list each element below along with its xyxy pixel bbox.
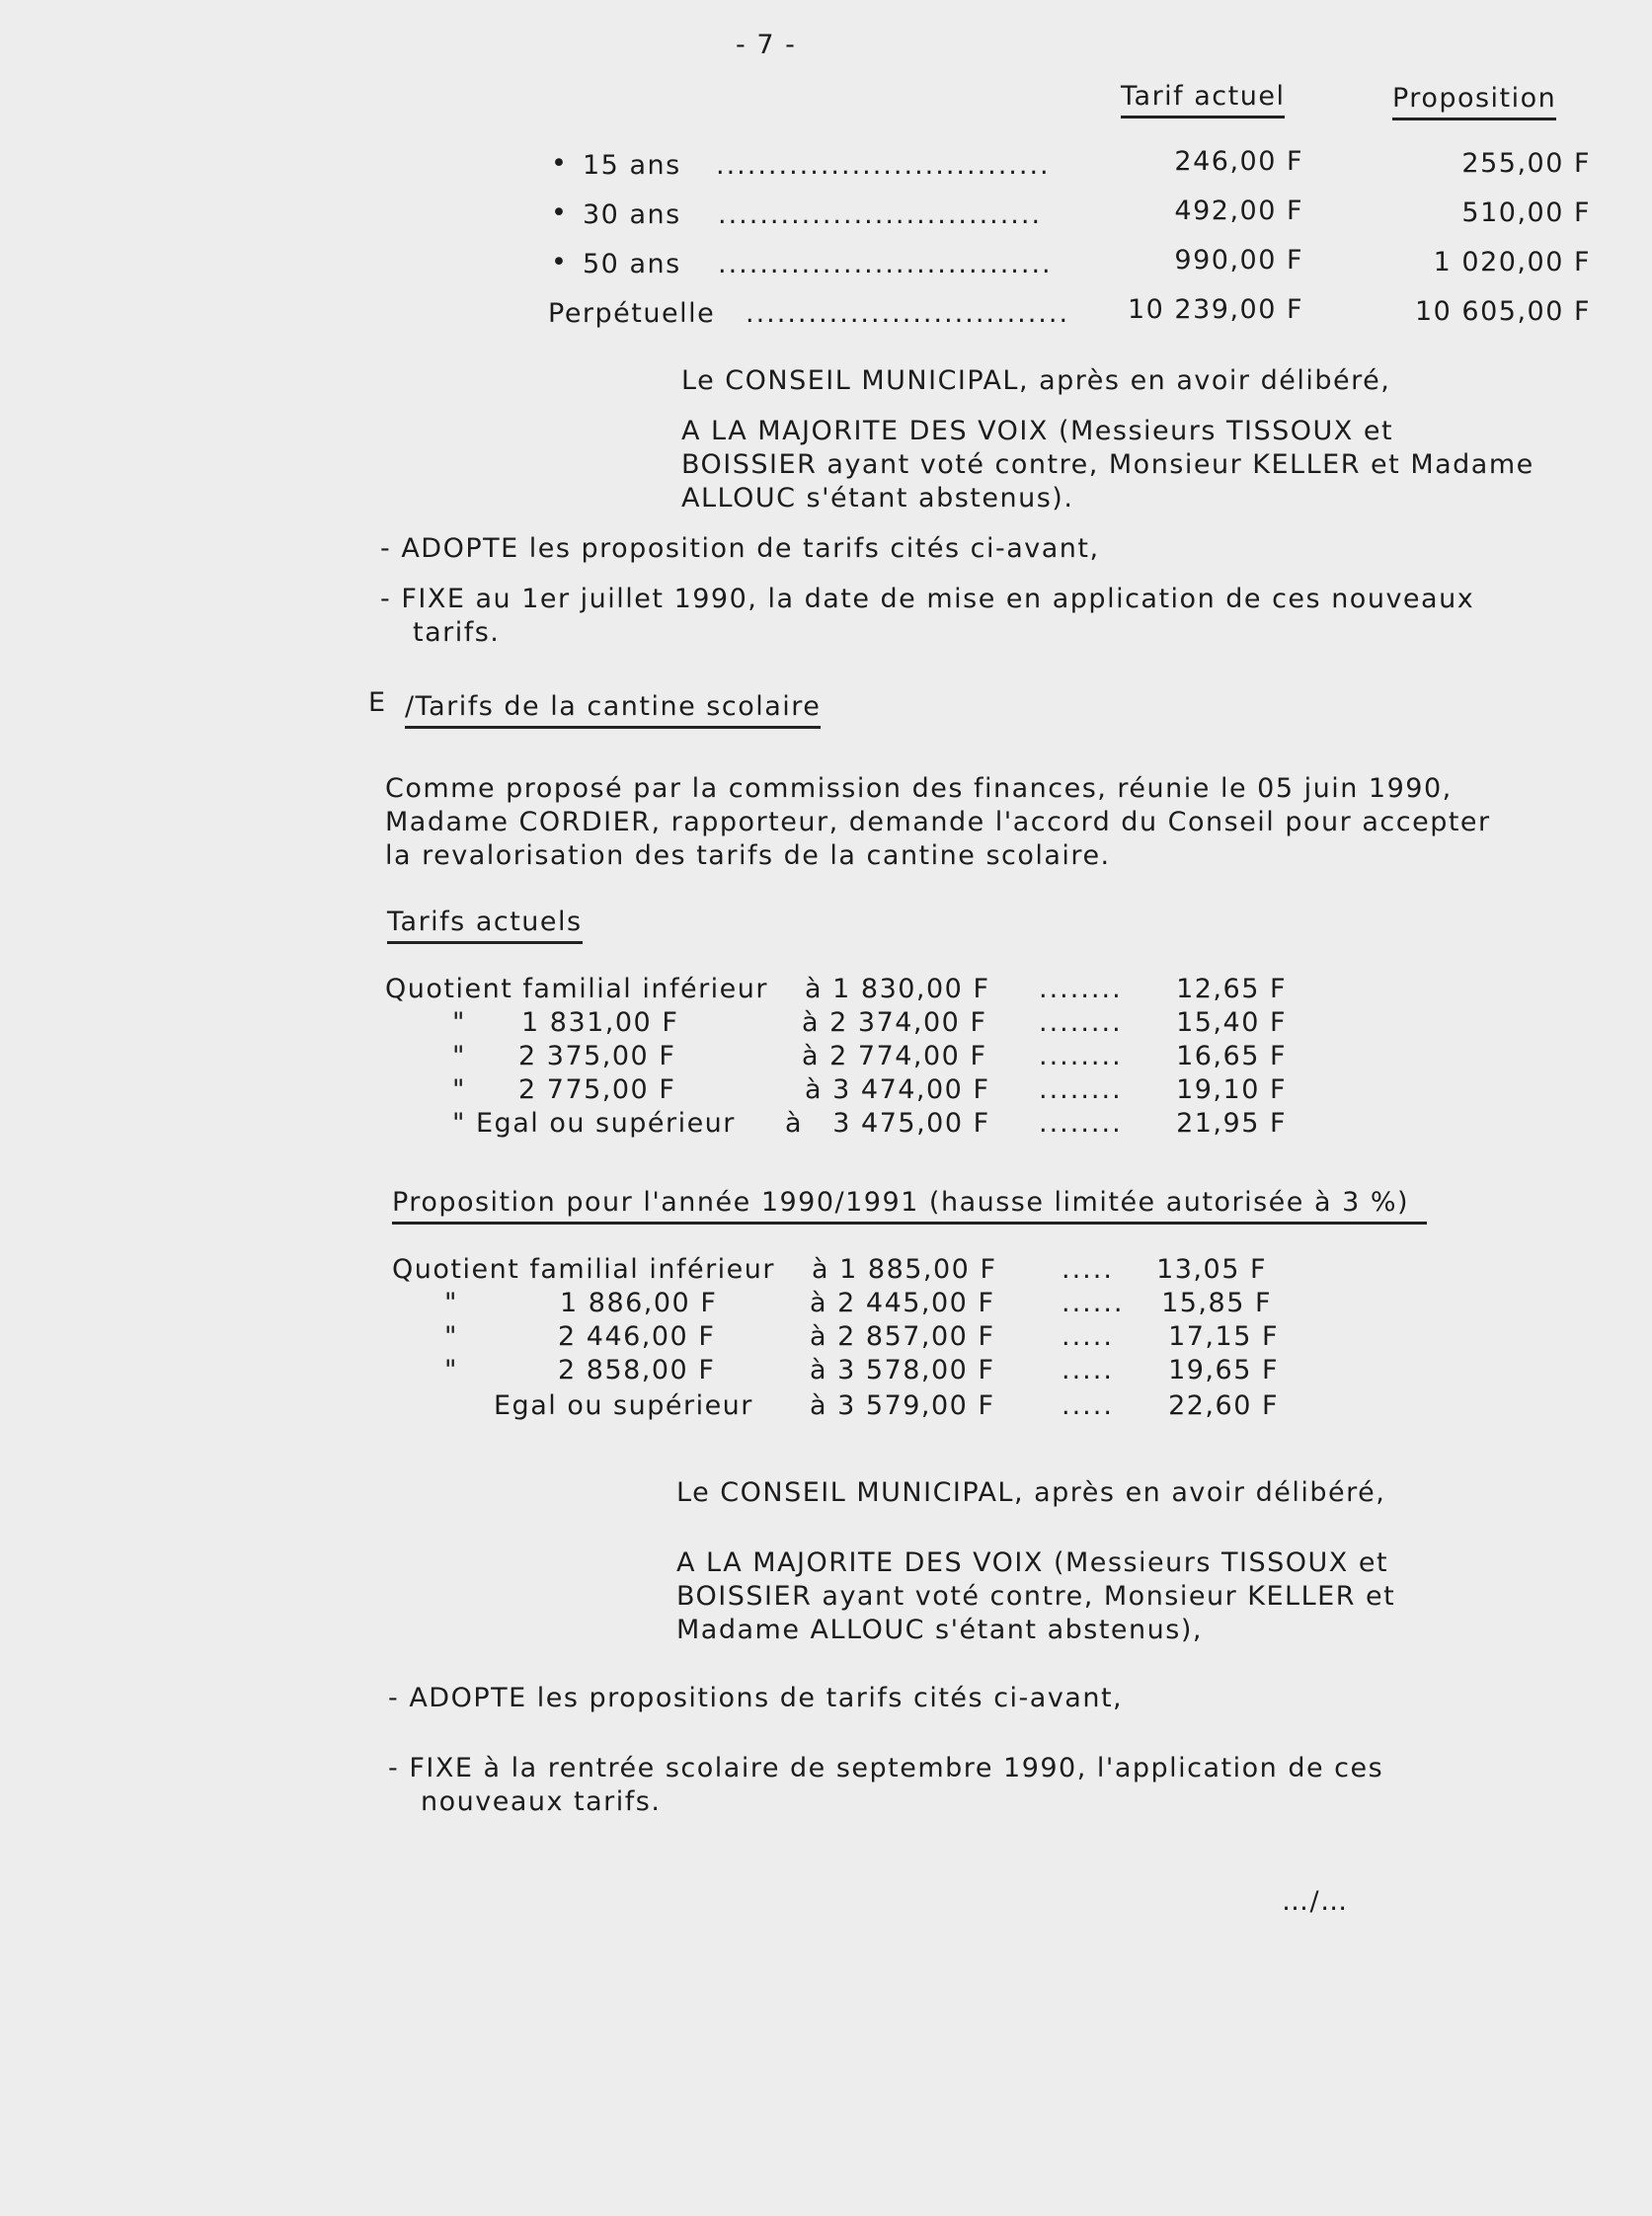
bullet: •: [551, 148, 569, 179]
rate-upper-bound: à 3 578,00 F: [810, 1355, 995, 1385]
rate-price: 21,95 F: [1176, 1108, 1287, 1139]
row-label: Perpétuelle: [548, 298, 716, 329]
leader-dots: ........: [1039, 974, 1123, 1004]
leader-dots: ................................: [718, 249, 1053, 279]
leader-dots: .....: [1062, 1254, 1114, 1285]
current-value: 246,00 F: [1174, 146, 1303, 177]
leader-dots: ........: [1039, 1108, 1123, 1139]
text-line: tarifs.: [413, 617, 501, 648]
ditto-mark: ": [452, 1041, 466, 1071]
rate-upper-bound: à 1 885,00 F: [812, 1254, 997, 1285]
rate-lower-bound: 2 446,00 F: [558, 1321, 716, 1352]
rate-price: 15,85 F: [1161, 1288, 1272, 1318]
rate-price: 19,10 F: [1176, 1074, 1287, 1105]
leader-dots: ................................: [716, 150, 1051, 181]
ditto-mark: ": [452, 1074, 466, 1105]
rate-upper-bound: à 2 857,00 F: [810, 1321, 995, 1352]
rate-upper-bound: à 1 830,00 F: [805, 974, 990, 1004]
bullet: •: [551, 247, 569, 277]
leader-dots: .....: [1062, 1355, 1114, 1385]
majority-vote-paragraph: [681, 415, 1534, 515]
leader-dots: .....: [1062, 1321, 1114, 1352]
current-value: 990,00 F: [1174, 245, 1303, 276]
text-line: BOISSIER ayant voté contre, Monsieur KELLER et Madame: [681, 449, 1534, 480]
bullet: •: [551, 198, 569, 228]
leader-dots: ........: [1039, 1007, 1123, 1038]
rate-price: 13,05 F: [1156, 1254, 1267, 1285]
rate-upper-bound: à 3 579,00 F: [810, 1390, 995, 1421]
rate-lower-bound: 2 858,00 F: [558, 1355, 716, 1385]
section-letter: E: [368, 687, 387, 718]
leader-dots: .....: [1062, 1390, 1114, 1421]
rate-price: 17,15 F: [1168, 1321, 1279, 1352]
text-line: - FIXE à la rentrée scolaire de septembre 1990, l'application de ces: [388, 1753, 1384, 1783]
text-line: Madame CORDIER, rapporteur, demande l'accord du Conseil pour accepter: [385, 807, 1491, 837]
rate-price: 16,65 F: [1176, 1041, 1287, 1071]
rate-lower-bound: 2 775,00 F: [518, 1074, 676, 1105]
rate-price: 15,40 F: [1176, 1007, 1287, 1038]
leader-dots: ........: [1039, 1041, 1123, 1071]
adopt-item: - ADOPTE les propositions de tarifs cités ci-avant,: [388, 1683, 1124, 1713]
adopt-item: - ADOPTE les proposition de tarifs cités ci-avant,: [380, 533, 1100, 564]
text-line: BOISSIER ayant voté contre, Monsieur KELLER et: [676, 1581, 1396, 1612]
rate-price: 22,60 F: [1168, 1390, 1279, 1421]
leader-dots: ........: [1039, 1074, 1123, 1105]
proposal-value: 10 605,00 F: [1414, 296, 1591, 327]
rate-label: " Egal ou supérieur: [452, 1108, 736, 1139]
page-number: - 7 -: [736, 30, 797, 60]
row-label: 15 ans: [583, 150, 681, 181]
majority-vote-paragraph: [676, 1546, 1395, 1647]
rate-price: 19,65 F: [1168, 1355, 1279, 1385]
text-line: la revalorisation des tarifs de la cantine scolaire.: [385, 840, 1111, 871]
row-label: 30 ans: [583, 199, 681, 230]
text-line: nouveaux tarifs.: [421, 1786, 662, 1817]
rate-price: 12,65 F: [1176, 974, 1287, 1004]
leader-dots: ......: [1062, 1288, 1125, 1318]
continuation-mark: …/…: [1282, 1886, 1349, 1917]
rate-lower-bound: 1 886,00 F: [560, 1288, 718, 1318]
proposal-value: 1 020,00 F: [1433, 247, 1591, 277]
fix-date-item: [380, 583, 1474, 650]
rate-upper-bound: à 3 474,00 F: [805, 1074, 990, 1105]
ditto-mark: ": [444, 1355, 458, 1385]
text-line: Madame ALLOUC s'étant abstenus),: [676, 1615, 1203, 1645]
section-intro-paragraph: [385, 772, 1491, 873]
leader-dots: ...............................: [746, 298, 1070, 329]
section-title: /Tarifs de la cantine scolaire: [405, 691, 821, 729]
current-rates-heading: Tarifs actuels: [387, 907, 583, 944]
council-deliberation: Le CONSEIL MUNICIPAL, après en avoir délibéré,: [676, 1477, 1386, 1508]
ditto-mark: ": [444, 1288, 458, 1318]
row-label: 50 ans: [583, 249, 681, 279]
text-line: ALLOUC s'étant abstenus).: [681, 483, 1074, 514]
text-line: A LA MAJORITE DES VOIX (Messieurs TISSOUX et: [681, 416, 1394, 446]
rate-upper-bound: à 2 774,00 F: [802, 1041, 987, 1071]
ditto-mark: ": [452, 1007, 466, 1038]
header-proposal: Proposition: [1392, 83, 1556, 120]
current-value: 492,00 F: [1174, 196, 1303, 226]
rate-lower-bound: 2 375,00 F: [518, 1041, 676, 1071]
text-line: - FIXE au 1er juillet 1990, la date de mise en application de ces nouveaux: [380, 584, 1475, 614]
text-line: Comme proposé par la commission des finances, réunie le 05 juin 1990,: [385, 773, 1453, 804]
rate-label: Quotient familial inférieur: [392, 1254, 776, 1285]
rate-label: Egal ou supérieur: [494, 1390, 753, 1421]
leader-dots: ...............................: [718, 199, 1043, 230]
rate-upper-bound: à 2 445,00 F: [810, 1288, 995, 1318]
proposal-value: 510,00 F: [1461, 198, 1591, 228]
fix-date-item: [388, 1752, 1383, 1819]
header-current-tariff: Tarif actuel: [1121, 81, 1285, 119]
council-deliberation: Le CONSEIL MUNICIPAL, après en avoir délibéré,: [681, 365, 1391, 396]
rate-lower-bound: 1 831,00 F: [521, 1007, 679, 1038]
proposed-rates-heading: Proposition pour l'année 1990/1991 (hausse limitée autorisée à 3 %): [392, 1187, 1427, 1225]
current-value: 10 239,00 F: [1127, 294, 1303, 325]
ditto-mark: ": [444, 1321, 458, 1352]
proposal-value: 255,00 F: [1461, 148, 1591, 179]
rate-upper-bound: à 2 374,00 F: [802, 1007, 987, 1038]
text-line: A LA MAJORITE DES VOIX (Messieurs TISSOUX et: [676, 1547, 1389, 1578]
rate-label: Quotient familial inférieur: [385, 974, 769, 1004]
rate-upper-bound: à 3 475,00 F: [785, 1108, 990, 1139]
